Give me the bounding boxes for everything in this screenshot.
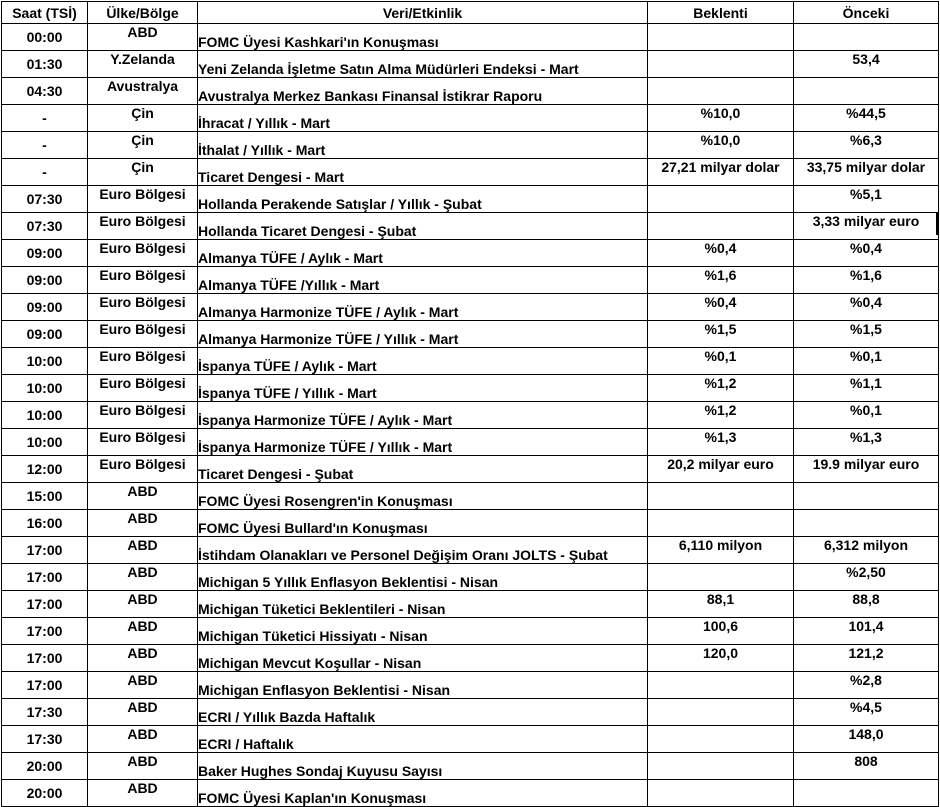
table-row [2, 780, 939, 807]
cell-time: - [2, 159, 88, 186]
cell-previous [794, 780, 939, 807]
cell-time: 17:00 [2, 618, 88, 645]
cell-previous: %1,5 [794, 321, 939, 348]
cell-previous [794, 510, 939, 537]
cell-event: İthalat / Yıllık - Mart [198, 132, 648, 159]
cell-country: Euro Bölgesi [88, 321, 198, 348]
cell-expected [648, 726, 794, 753]
cell-expected [648, 24, 794, 51]
table-row [2, 429, 939, 456]
cell-previous: %0,1 [794, 402, 939, 429]
cell-country: Euro Bölgesi [88, 375, 198, 402]
cell-previous: 19.9 milyar euro [794, 456, 939, 483]
cell-event: İhracat / Yıllık - Mart [198, 105, 648, 132]
cell-expected: %10,0 [648, 132, 794, 159]
cell-event: ECRI / Yıllık Bazda Haftalık [198, 699, 648, 726]
cell-time: 09:00 [2, 267, 88, 294]
cell-expected: 20,2 milyar euro [648, 456, 794, 483]
cell-time: 20:00 [2, 780, 88, 807]
cell-event: Michigan Enflasyon Beklentisi - Nisan [198, 672, 648, 699]
cell-event: Michigan Mevcut Koşullar - Nisan [198, 645, 648, 672]
cell-time: 09:00 [2, 321, 88, 348]
cell-country: Çin [88, 159, 198, 186]
cell-time: 15:00 [2, 483, 88, 510]
table-row [2, 483, 939, 510]
cell-country: Çin [88, 132, 198, 159]
cell-time: 00:00 [2, 24, 88, 51]
table-row [2, 186, 939, 213]
cell-country: ABD [88, 483, 198, 510]
cell-previous: %1,6 [794, 267, 939, 294]
table-row [2, 510, 939, 537]
cell-event: İspanya Harmonize TÜFE / Yıllık - Mart [198, 429, 648, 456]
cell-expected [648, 510, 794, 537]
cell-country: ABD [88, 591, 198, 618]
cell-previous [794, 24, 939, 51]
cell-event: Ticaret Dengesi - Şubat [198, 456, 648, 483]
cell-previous: %2,8 [794, 672, 939, 699]
cell-event: Yeni Zelanda İşletme Satın Alma Müdürleri Endeksi - Mart [198, 51, 648, 78]
cell-event: İstihdam Olanakları ve Personel Değişim Oranı JOLTS - Şubat [198, 537, 648, 564]
cell-previous [794, 483, 939, 510]
cell-previous: 3,33 milyar euro [794, 213, 939, 240]
cell-country: ABD [88, 780, 198, 807]
table-row [2, 375, 939, 402]
cell-expected: 88,1 [648, 591, 794, 618]
economic-calendar-table [1, 1, 939, 807]
cell-expected [648, 78, 794, 105]
table-row [2, 591, 939, 618]
cell-country: ABD [88, 699, 198, 726]
cell-country: Euro Bölgesi [88, 402, 198, 429]
cell-previous: %5,1 [794, 186, 939, 213]
cell-event: Baker Hughes Sondaj Kuyusu Sayısı [198, 753, 648, 780]
cell-previous: 33,75 milyar dolar [794, 159, 939, 186]
cell-event: Almanya TÜFE / Aylık - Mart [198, 240, 648, 267]
table-row [2, 456, 939, 483]
cell-country: ABD [88, 618, 198, 645]
cell-event: İspanya Harmonize TÜFE / Aylık - Mart [198, 402, 648, 429]
cell-country: Avustralya [88, 78, 198, 105]
cell-time: 09:00 [2, 294, 88, 321]
cell-time: 12:00 [2, 456, 88, 483]
cell-expected: %1,6 [648, 267, 794, 294]
cell-event: ECRI / Haftalık [198, 726, 648, 753]
table-row [2, 402, 939, 429]
cell-time: - [2, 105, 88, 132]
cell-time: 17:00 [2, 537, 88, 564]
cell-time: 17:00 [2, 672, 88, 699]
cell-event: FOMC Üyesi Kashkari'ın Konuşması [198, 24, 648, 51]
header-previous: Önceki [794, 2, 939, 24]
cell-time: 10:00 [2, 402, 88, 429]
cell-previous: %1,1 [794, 375, 939, 402]
cell-expected: 6,110 milyon [648, 537, 794, 564]
cell-previous: %1,3 [794, 429, 939, 456]
header-event: Veri/Etkinlik [198, 2, 648, 24]
cell-expected [648, 51, 794, 78]
cell-country: ABD [88, 24, 198, 51]
cell-expected: 100,6 [648, 618, 794, 645]
cell-country: Euro Bölgesi [88, 186, 198, 213]
cell-country: ABD [88, 564, 198, 591]
table-row [2, 618, 939, 645]
table-row [2, 645, 939, 672]
cell-country: Euro Bölgesi [88, 429, 198, 456]
cell-expected [648, 753, 794, 780]
cell-country: Euro Bölgesi [88, 213, 198, 240]
table-row [2, 699, 939, 726]
cell-event: Hollanda Perakende Satışlar / Yıllık - Şubat [198, 186, 648, 213]
header-country: Ülke/Bölge [88, 2, 198, 24]
cell-previous: %4,5 [794, 699, 939, 726]
table-row [2, 321, 939, 348]
cell-previous: %44,5 [794, 105, 939, 132]
cell-previous: 88,8 [794, 591, 939, 618]
cell-previous: 148,0 [794, 726, 939, 753]
cell-event: FOMC Üyesi Bullard'ın Konuşması [198, 510, 648, 537]
cell-previous [794, 78, 939, 105]
table-row [2, 348, 939, 375]
cell-previous: %0,4 [794, 294, 939, 321]
cell-previous: 101,4 [794, 618, 939, 645]
cell-time: - [2, 132, 88, 159]
cell-country: ABD [88, 645, 198, 672]
cell-expected: 27,21 milyar dolar [648, 159, 794, 186]
cell-previous: %2,50 [794, 564, 939, 591]
cell-previous: %0,4 [794, 240, 939, 267]
cell-previous: %0,1 [794, 348, 939, 375]
cell-expected: %0,4 [648, 294, 794, 321]
cell-expected: %0,1 [648, 348, 794, 375]
cell-time: 07:30 [2, 213, 88, 240]
cell-time: 17:30 [2, 726, 88, 753]
cell-time: 10:00 [2, 375, 88, 402]
cell-previous: 6,312 milyon [794, 537, 939, 564]
table-row [2, 537, 939, 564]
cell-time: 10:00 [2, 429, 88, 456]
cell-expected [648, 699, 794, 726]
cell-time: 04:30 [2, 78, 88, 105]
cell-expected: %0,4 [648, 240, 794, 267]
header-row [2, 2, 939, 24]
table-row [2, 267, 939, 294]
cell-country: Euro Bölgesi [88, 294, 198, 321]
cell-expected [648, 483, 794, 510]
cell-expected: %1,5 [648, 321, 794, 348]
cell-event: Avustralya Merkez Bankası Finansal İstikrar Raporu [198, 78, 648, 105]
table-row [2, 24, 939, 51]
cell-expected [648, 186, 794, 213]
cell-time: 17:00 [2, 564, 88, 591]
cell-country: Y.Zelanda [88, 51, 198, 78]
cell-country: Çin [88, 105, 198, 132]
table-row [2, 294, 939, 321]
cell-event: FOMC Üyesi Rosengren'in Konuşması [198, 483, 648, 510]
cell-time: 16:00 [2, 510, 88, 537]
cell-event: İspanya TÜFE / Yıllık - Mart [198, 375, 648, 402]
cell-time: 01:30 [2, 51, 88, 78]
cell-event: Michigan Tüketici Hissiyatı - Nisan [198, 618, 648, 645]
edge-mark [936, 213, 938, 235]
cell-expected: %10,0 [648, 105, 794, 132]
calendar-body [2, 24, 939, 807]
table-row [2, 240, 939, 267]
cell-expected [648, 780, 794, 807]
cell-previous: %6,3 [794, 132, 939, 159]
cell-event: FOMC Üyesi Kaplan'ın Konuşması [198, 780, 648, 807]
cell-country: ABD [88, 672, 198, 699]
cell-country: Euro Bölgesi [88, 456, 198, 483]
cell-event: Michigan 5 Yıllık Enflasyon Beklentisi - Nisan [198, 564, 648, 591]
cell-previous: 121,2 [794, 645, 939, 672]
table-row [2, 726, 939, 753]
cell-time: 09:00 [2, 240, 88, 267]
table-row [2, 132, 939, 159]
cell-expected [648, 564, 794, 591]
cell-time: 20:00 [2, 753, 88, 780]
cell-expected [648, 213, 794, 240]
cell-event: Almanya Harmonize TÜFE / Yıllık - Mart [198, 321, 648, 348]
table-row [2, 159, 939, 186]
cell-event: İspanya TÜFE / Aylık - Mart [198, 348, 648, 375]
cell-expected [648, 672, 794, 699]
cell-time: 10:00 [2, 348, 88, 375]
cell-event: Michigan Tüketici Beklentileri - Nisan [198, 591, 648, 618]
table-row [2, 213, 939, 240]
cell-time: 07:30 [2, 186, 88, 213]
cell-country: Euro Bölgesi [88, 348, 198, 375]
cell-expected: %1,3 [648, 429, 794, 456]
table-row [2, 753, 939, 780]
cell-country: Euro Bölgesi [88, 240, 198, 267]
cell-time: 17:00 [2, 645, 88, 672]
cell-country: Euro Bölgesi [88, 267, 198, 294]
cell-previous: 808 [794, 753, 939, 780]
cell-event: Ticaret Dengesi - Mart [198, 159, 648, 186]
cell-country: ABD [88, 753, 198, 780]
header-time: Saat (TSİ) [2, 2, 88, 24]
cell-country: ABD [88, 726, 198, 753]
cell-event: Almanya TÜFE /Yıllık - Mart [198, 267, 648, 294]
cell-previous: 53,4 [794, 51, 939, 78]
table-row [2, 672, 939, 699]
cell-country: ABD [88, 510, 198, 537]
cell-time: 17:00 [2, 591, 88, 618]
cell-expected: %1,2 [648, 402, 794, 429]
table-row [2, 78, 939, 105]
cell-time: 17:30 [2, 699, 88, 726]
cell-expected: %1,2 [648, 375, 794, 402]
header-expected: Beklenti [648, 2, 794, 24]
table-row [2, 105, 939, 132]
table-row [2, 564, 939, 591]
cell-event: Hollanda Ticaret Dengesi - Şubat [198, 213, 648, 240]
table-row [2, 51, 939, 78]
cell-event: Almanya Harmonize TÜFE / Aylık - Mart [198, 294, 648, 321]
cell-country: ABD [88, 537, 198, 564]
cell-expected: 120,0 [648, 645, 794, 672]
